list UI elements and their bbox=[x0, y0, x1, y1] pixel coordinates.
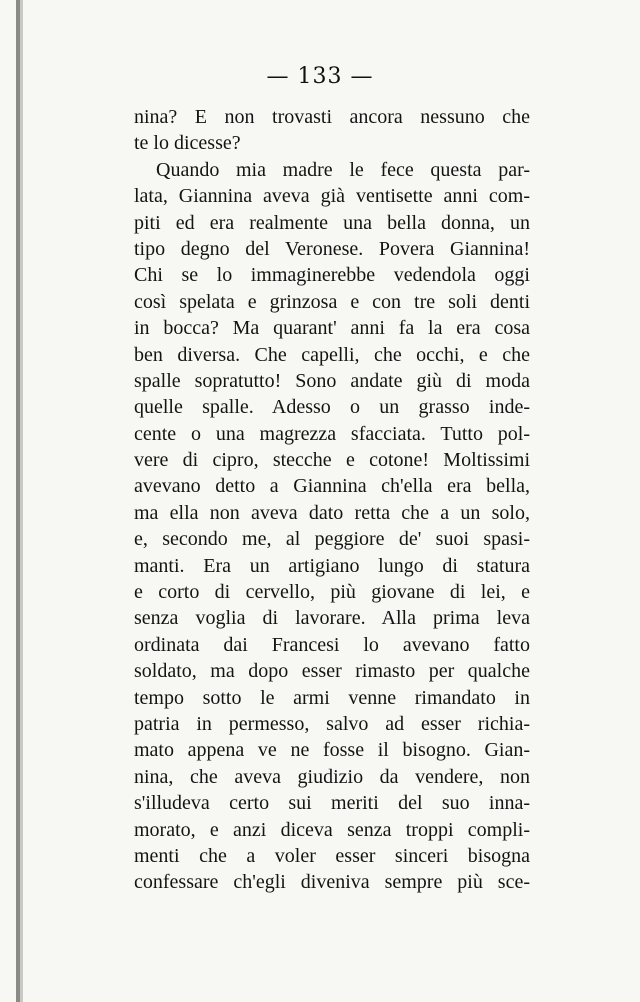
text-line: vere di cipro, stecche e cotone! Moltissimi bbox=[134, 449, 530, 472]
text-line: avevano detto a Giannina ch'ella era bella, bbox=[134, 475, 530, 498]
text-line: manti. Era un artigiano lungo di statura bbox=[134, 554, 530, 577]
text-line: ben diversa. Che capelli, che occhi, e che bbox=[134, 343, 530, 366]
body-text bbox=[134, 104, 530, 896]
text-line: tipo degno del Veronese. Povera Giannina! bbox=[134, 237, 530, 260]
text-line: Chi se lo immaginerebbe vedendola oggi bbox=[134, 264, 530, 287]
text-line: morato, e anzi diceva senza troppi compli- bbox=[134, 818, 530, 841]
text-line: nina? E non trovasti ancora nessuno che bbox=[134, 106, 530, 128]
text-line: ma ella non aveva dato retta che a un solo, bbox=[134, 501, 530, 524]
book-spine-shadow bbox=[20, 0, 23, 1002]
text-line: e, secondo me, al peggiore de' suoi spasi- bbox=[134, 528, 530, 551]
text-line: lata, Giannina aveva già ventisette anni com- bbox=[134, 185, 530, 208]
text-line: quelle spalle. Adesso o un grasso inde- bbox=[134, 396, 530, 419]
text-line: nina, che aveva giudizio da vendere, non bbox=[134, 765, 530, 788]
text-line: patria in permesso, salvo ad esser richia- bbox=[134, 712, 530, 735]
text-line: tempo sotto le armi venne rimandato in bbox=[134, 686, 530, 709]
text-line: e corto di cervello, più giovane di lei, e bbox=[134, 581, 530, 604]
text-line: soldato, ma dopo esser rimasto per qualche bbox=[134, 660, 530, 683]
text-line: te lo dicesse? bbox=[134, 132, 241, 155]
text-line: ordinata dai Francesi lo avevano fatto bbox=[134, 633, 530, 656]
text-line: cente o una magrezza sfacciata. Tutto pol- bbox=[134, 422, 530, 445]
text-line: così spelata e grinzosa e con tre soli denti bbox=[134, 290, 530, 313]
text-line: spalle sopratutto! Sono andate giù di moda bbox=[134, 369, 530, 392]
page-number: — 133 — bbox=[266, 64, 374, 89]
text-line: senza voglia di lavorare. Alla prima leva bbox=[134, 607, 530, 630]
text-line: in bocca? Ma quarant' anni fa la era cosa bbox=[134, 317, 530, 340]
text-line: s'illudeva certo sui meriti del suo inna- bbox=[134, 792, 530, 815]
text-line: mato appena ve ne fosse il bisogno. Gian- bbox=[134, 739, 530, 762]
text-line: confessare ch'egli diveniva sempre più sce- bbox=[134, 871, 530, 894]
text-line: piti ed era realmente una bella donna, un bbox=[134, 211, 530, 234]
text-line: menti che a voler esser sinceri bisogna bbox=[134, 844, 530, 867]
paragraph-start-line: Quando mia madre le fece questa par- bbox=[156, 158, 530, 181]
